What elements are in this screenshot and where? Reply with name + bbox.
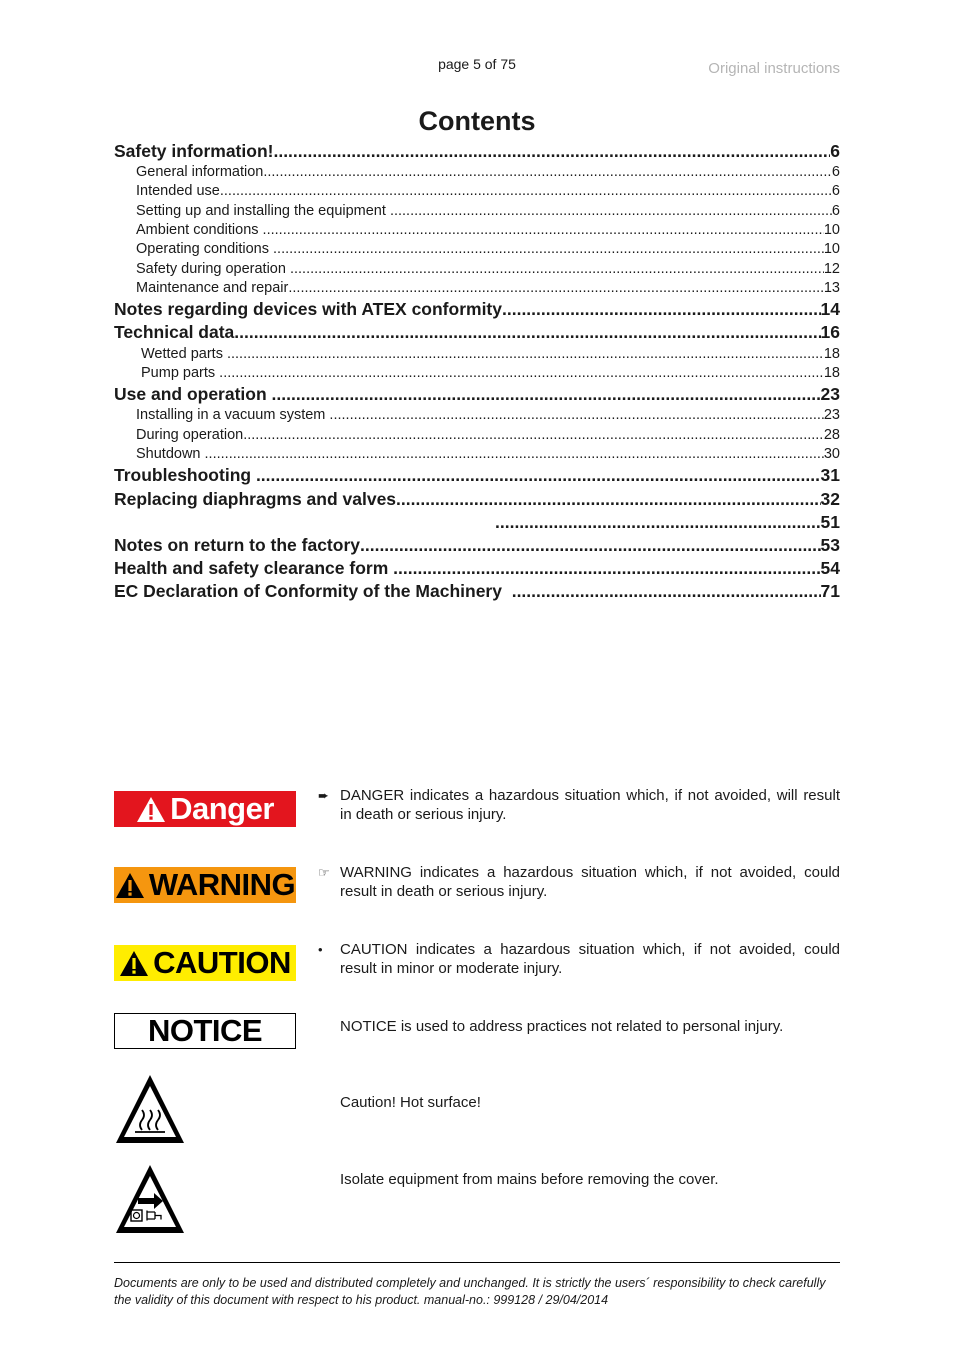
notice-description bbox=[318, 1017, 840, 1036]
toc-dot-leader bbox=[512, 580, 821, 603]
isolate-text: Isolate equipment from mains before removing the cover. bbox=[340, 1171, 719, 1188]
caution-description bbox=[318, 940, 840, 979]
warning-triangle-icon bbox=[115, 872, 145, 899]
page-number: page 5 of 75 bbox=[438, 56, 516, 72]
toc-chapter-entry[interactable] bbox=[114, 511, 840, 534]
toc-entry-title: Installing in a vacuum system bbox=[136, 407, 330, 424]
notice-label bbox=[114, 1013, 296, 1049]
toc-dot-leader bbox=[272, 383, 821, 406]
danger-label bbox=[114, 791, 296, 827]
toc-dot-leader bbox=[393, 557, 820, 580]
toc-entry-page: 30 bbox=[823, 446, 840, 463]
warning-triangle-icon bbox=[119, 950, 149, 977]
toc-dot-leader bbox=[396, 488, 820, 511]
toc-entry-title: General information bbox=[136, 164, 264, 181]
original-instructions-label: Original instructions bbox=[708, 60, 840, 77]
toc-section-entry[interactable] bbox=[114, 445, 840, 464]
toc-chapter-entry[interactable] bbox=[114, 534, 840, 557]
toc-entry-page: 18 bbox=[823, 345, 840, 362]
toc-entry-page: 53 bbox=[820, 534, 840, 555]
toc-entry-page: 23 bbox=[820, 384, 840, 405]
toc-chapter-entry[interactable] bbox=[114, 580, 840, 603]
toc-section-entry[interactable] bbox=[114, 240, 840, 259]
warning-text: WARNING indicates a hazardous situation which, if not avoided, could result in death or serious injury. bbox=[340, 864, 840, 901]
toc-dot-leader bbox=[256, 464, 821, 487]
toc-section-entry[interactable] bbox=[114, 182, 840, 201]
toc-chapter-entry[interactable] bbox=[114, 140, 840, 163]
warning-label bbox=[114, 867, 296, 903]
toc-entry-page: 14 bbox=[820, 299, 840, 320]
toc-entry-page: 51 bbox=[820, 511, 840, 532]
toc-dot-leader bbox=[219, 364, 824, 383]
toc-chapter-entry[interactable] bbox=[114, 321, 840, 344]
toc-chapter-entry[interactable] bbox=[114, 557, 840, 580]
toc-section-entry[interactable] bbox=[114, 364, 840, 383]
toc-entry-page: 13 bbox=[823, 279, 840, 296]
toc-entry-title: Wetted parts bbox=[141, 345, 227, 362]
toc-dot-leader bbox=[273, 240, 824, 259]
toc-section-entry[interactable] bbox=[114, 406, 840, 425]
isolate-description bbox=[318, 1170, 840, 1189]
toc-entry-page: 16 bbox=[820, 322, 840, 343]
toc-dot-leader bbox=[495, 511, 821, 534]
toc-entry-title: Troubleshooting bbox=[114, 465, 256, 486]
toc-entry-page: 6 bbox=[831, 202, 840, 219]
toc-section-entry[interactable] bbox=[114, 163, 840, 182]
dot-bullet: • bbox=[318, 942, 323, 957]
toc-dot-leader bbox=[390, 202, 832, 221]
toc-dot-leader bbox=[234, 321, 820, 344]
toc-entry-page: 32 bbox=[820, 488, 840, 509]
toc-entry-title: Notes on return to the factory bbox=[114, 534, 360, 555]
hot-surface-text: Caution! Hot surface! bbox=[340, 1094, 481, 1111]
toc-section-entry[interactable] bbox=[114, 221, 840, 240]
toc-entry-title: Pump parts bbox=[141, 364, 220, 381]
toc-dot-leader bbox=[227, 345, 824, 364]
toc-dot-leader bbox=[220, 182, 832, 201]
toc-section-entry[interactable] bbox=[114, 345, 840, 364]
hot-surface-icon bbox=[113, 1072, 187, 1146]
toc-entry-title: Notes regarding devices with ATEX conformity bbox=[114, 299, 502, 320]
toc-entry-page: 6 bbox=[830, 141, 840, 161]
caution-label-text: CAUTION bbox=[153, 945, 291, 980]
toc-dot-leader bbox=[502, 298, 821, 321]
toc-entry-page: 18 bbox=[823, 364, 840, 381]
danger-description bbox=[318, 786, 840, 825]
toc-entry-title: Safety information! bbox=[114, 141, 274, 161]
toc-dot-leader bbox=[205, 445, 824, 464]
warning-label-text: WARNING bbox=[148, 867, 296, 902]
caution-label bbox=[114, 945, 296, 981]
contents-title: Contents bbox=[418, 106, 536, 136]
caution-text: CAUTION indicates a hazardous situation which, if not avoided, could result in minor or moderate injury. bbox=[340, 941, 840, 978]
toc-entry-title: Intended use bbox=[136, 183, 220, 200]
toc-dot-leader bbox=[263, 221, 824, 240]
toc-chapter-entry[interactable] bbox=[114, 464, 840, 487]
toc-entry-page: 28 bbox=[823, 426, 840, 443]
toc-entry-title: Technical data bbox=[114, 322, 235, 343]
toc-dot-leader bbox=[273, 140, 830, 163]
toc-entry-title: Shutdown bbox=[136, 446, 205, 463]
toc-entry-title: Health and safety clearance form bbox=[114, 558, 394, 579]
toc-dot-leader bbox=[288, 279, 824, 298]
toc-section-entry[interactable] bbox=[114, 279, 840, 298]
toc-entry-title: Safety during operation bbox=[136, 260, 290, 277]
toc-entry-page: 71 bbox=[820, 581, 840, 602]
arrow-bullet-icon: ➨ bbox=[318, 788, 329, 803]
toc-dot-leader bbox=[360, 534, 821, 557]
danger-label-text: Danger bbox=[170, 791, 274, 826]
toc-dot-leader bbox=[290, 260, 824, 279]
toc-dot-leader bbox=[329, 406, 823, 425]
toc-entry-page: 23 bbox=[823, 407, 840, 424]
toc-entry-title: Replacing diaphragms and valves bbox=[114, 488, 397, 509]
toc-entry-title: EC Declaration of Conformity of the Machinery bbox=[114, 581, 512, 602]
toc-chapter-entry[interactable] bbox=[114, 383, 840, 406]
footer-disclaimer: Documents are only to be used and distributed completely and unchanged. It is strictly the users´ responsibility to check carefully the validity of this document with respect to his product. manual-no.: 999128 / 29/04/2014 bbox=[114, 1276, 826, 1307]
warning-description bbox=[318, 863, 840, 902]
toc-entry-page: 10 bbox=[823, 222, 840, 239]
toc-dot-leader bbox=[243, 426, 824, 445]
notice-label-text: NOTICE bbox=[147, 1013, 263, 1048]
toc-entry-page: 6 bbox=[831, 183, 840, 200]
toc-chapter-entry[interactable] bbox=[114, 298, 840, 321]
toc-section-entry[interactable] bbox=[114, 426, 840, 445]
isolate-mains-icon bbox=[113, 1162, 187, 1236]
table-of-contents bbox=[114, 140, 840, 603]
toc-chapter-entry[interactable] bbox=[114, 488, 840, 511]
footer-divider bbox=[114, 1262, 840, 1263]
notice-text: NOTICE is used to address practices not related to personal injury. bbox=[340, 1018, 784, 1035]
toc-entry-title: Maintenance and repair bbox=[136, 279, 289, 296]
toc-entry-title: Use and operation bbox=[114, 384, 272, 405]
pointing-hand-icon: ☞ bbox=[318, 865, 330, 880]
warning-triangle-icon bbox=[136, 796, 166, 823]
danger-text: DANGER indicates a hazardous situation which, if not avoided, will result in death or serious injury. bbox=[340, 787, 840, 824]
toc-entry-page: 10 bbox=[823, 241, 840, 258]
toc-entry-page: 54 bbox=[820, 558, 840, 579]
toc-dot-leader bbox=[263, 163, 832, 182]
toc-entry-title: Setting up and installing the equipment bbox=[136, 202, 390, 219]
hot-surface-description bbox=[318, 1093, 840, 1112]
toc-entry-title: Ambient conditions bbox=[136, 222, 263, 239]
toc-entry-title: During operation bbox=[136, 426, 244, 443]
toc-entry-page: 12 bbox=[823, 260, 840, 277]
toc-entry-page: 31 bbox=[820, 465, 840, 486]
toc-section-entry[interactable] bbox=[114, 260, 840, 279]
toc-section-entry[interactable] bbox=[114, 202, 840, 221]
toc-entry-title: Operating conditions bbox=[136, 241, 274, 258]
toc-entry-page: 6 bbox=[831, 164, 840, 181]
